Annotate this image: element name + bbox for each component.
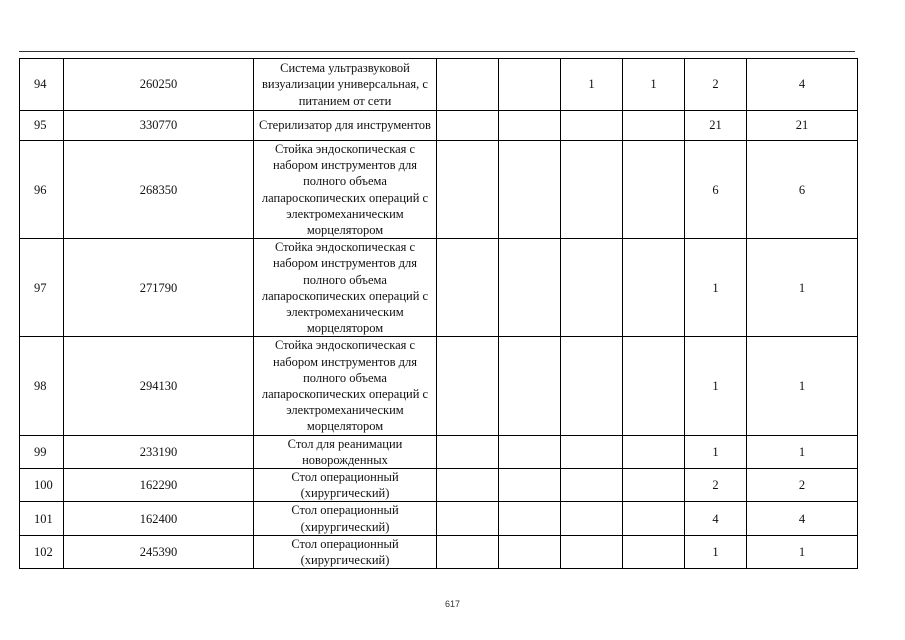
row-col-5 bbox=[499, 337, 561, 435]
row-number: 99 bbox=[20, 435, 64, 468]
row-col-5 bbox=[499, 535, 561, 568]
row-col-7 bbox=[623, 502, 685, 535]
row-name-text: Стойка эндоскопическая с набором инструментов для полного объема лапароскопических операций с электромеханическим морцелятором bbox=[261, 240, 429, 336]
equipment-table bbox=[19, 58, 858, 569]
row-col-6 bbox=[561, 239, 623, 337]
row-col-8: 2 bbox=[685, 469, 747, 502]
top-rule bbox=[19, 51, 855, 52]
row-col-9: 4 bbox=[747, 502, 858, 535]
table-row bbox=[20, 59, 858, 111]
row-col-7 bbox=[623, 435, 685, 468]
table-row bbox=[20, 535, 858, 568]
row-col-4 bbox=[437, 435, 499, 468]
row-code: 271790 bbox=[64, 239, 254, 337]
row-col-5 bbox=[499, 469, 561, 502]
row-col-4 bbox=[437, 59, 499, 111]
row-col-6 bbox=[561, 337, 623, 435]
page-number: 617 bbox=[444, 599, 461, 609]
row-col-4 bbox=[437, 337, 499, 435]
row-col-9: 4 bbox=[747, 59, 858, 111]
row-code: 162290 bbox=[64, 469, 254, 502]
row-code: 294130 bbox=[64, 337, 254, 435]
table-row bbox=[20, 435, 858, 468]
row-col-5 bbox=[499, 59, 561, 111]
row-code: 162400 bbox=[64, 502, 254, 535]
row-col-6 bbox=[561, 111, 623, 141]
row-name-text: Стол операционный (хирургический) bbox=[291, 470, 399, 501]
row-number: 95 bbox=[20, 111, 64, 141]
row-number: 102 bbox=[20, 535, 64, 568]
row-code: 268350 bbox=[64, 141, 254, 239]
table-row bbox=[20, 469, 858, 502]
row-col-9: 1 bbox=[747, 535, 858, 568]
table-row bbox=[20, 111, 858, 141]
row-code: 245390 bbox=[64, 535, 254, 568]
row-col-4 bbox=[437, 141, 499, 239]
row-name-text: Стол операционный (хирургический) bbox=[291, 536, 399, 568]
row-code: 260250 bbox=[64, 59, 254, 111]
row-col-9: 6 bbox=[747, 141, 858, 239]
table-row bbox=[20, 239, 858, 337]
row-name-text: Стерилизатор для инструментов bbox=[259, 118, 431, 133]
row-col-4 bbox=[437, 535, 499, 568]
row-col-7 bbox=[623, 535, 685, 568]
row-name bbox=[254, 535, 437, 568]
row-name bbox=[254, 59, 437, 111]
row-col-8: 1 bbox=[685, 239, 747, 337]
row-col-8: 1 bbox=[685, 337, 747, 435]
row-number: 101 bbox=[20, 502, 64, 535]
row-col-9: 2 bbox=[747, 469, 858, 502]
table-row bbox=[20, 141, 858, 239]
row-name bbox=[254, 111, 437, 141]
row-col-4 bbox=[437, 111, 499, 141]
row-col-8: 21 bbox=[685, 111, 747, 141]
row-col-5 bbox=[499, 435, 561, 468]
row-col-7: 1 bbox=[623, 59, 685, 111]
row-number: 98 bbox=[20, 337, 64, 435]
row-name-text: Стол для реанимации новорожденных bbox=[287, 436, 403, 467]
row-name bbox=[254, 337, 437, 435]
row-col-4 bbox=[437, 469, 499, 502]
row-name bbox=[254, 502, 437, 535]
row-number: 94 bbox=[20, 59, 64, 111]
row-number: 97 bbox=[20, 239, 64, 337]
row-name-text: Система ультразвуковой визуализации универсальная, с питанием от сети bbox=[262, 61, 428, 108]
row-name-text: Стол операционный (хирургический) bbox=[291, 503, 399, 534]
row-col-8: 1 bbox=[685, 435, 747, 468]
row-col-5 bbox=[499, 239, 561, 337]
row-col-5 bbox=[499, 141, 561, 239]
row-col-6: 1 bbox=[561, 59, 623, 111]
row-name bbox=[254, 141, 437, 239]
row-number: 96 bbox=[20, 141, 64, 239]
row-col-9: 1 bbox=[747, 337, 858, 435]
row-col-4 bbox=[437, 502, 499, 535]
row-number: 100 bbox=[20, 469, 64, 502]
row-col-5 bbox=[499, 502, 561, 535]
row-col-4 bbox=[437, 239, 499, 337]
row-name bbox=[254, 435, 437, 468]
row-code: 233190 bbox=[64, 435, 254, 468]
row-col-6 bbox=[561, 535, 623, 568]
row-col-8: 6 bbox=[685, 141, 747, 239]
row-col-9: 1 bbox=[747, 239, 858, 337]
row-col-8: 4 bbox=[685, 502, 747, 535]
row-col-7 bbox=[623, 239, 685, 337]
row-col-6 bbox=[561, 502, 623, 535]
row-col-8: 1 bbox=[685, 535, 747, 568]
row-name bbox=[254, 239, 437, 337]
row-code: 330770 bbox=[64, 111, 254, 141]
row-col-6 bbox=[561, 469, 623, 502]
row-col-7 bbox=[623, 469, 685, 502]
row-col-8: 2 bbox=[685, 59, 747, 111]
row-name bbox=[254, 469, 437, 502]
row-col-6 bbox=[561, 435, 623, 468]
row-col-7 bbox=[623, 337, 685, 435]
row-col-9: 1 bbox=[747, 435, 858, 468]
row-col-6 bbox=[561, 141, 623, 239]
table-row bbox=[20, 337, 858, 435]
row-col-5 bbox=[499, 111, 561, 141]
row-col-9: 21 bbox=[747, 111, 858, 141]
row-col-7 bbox=[623, 141, 685, 239]
row-name-text: Стойка эндоскопическая с набором инструментов для полного объема лапароскопических операций с электромеханическим морцелятором bbox=[261, 142, 429, 238]
table-row bbox=[20, 502, 858, 535]
row-name-text: Стойка эндоскопическая с набором инструментов для полного объема лапароскопических операций с электромеханическим морцелятором bbox=[261, 338, 429, 434]
row-col-7 bbox=[623, 111, 685, 141]
